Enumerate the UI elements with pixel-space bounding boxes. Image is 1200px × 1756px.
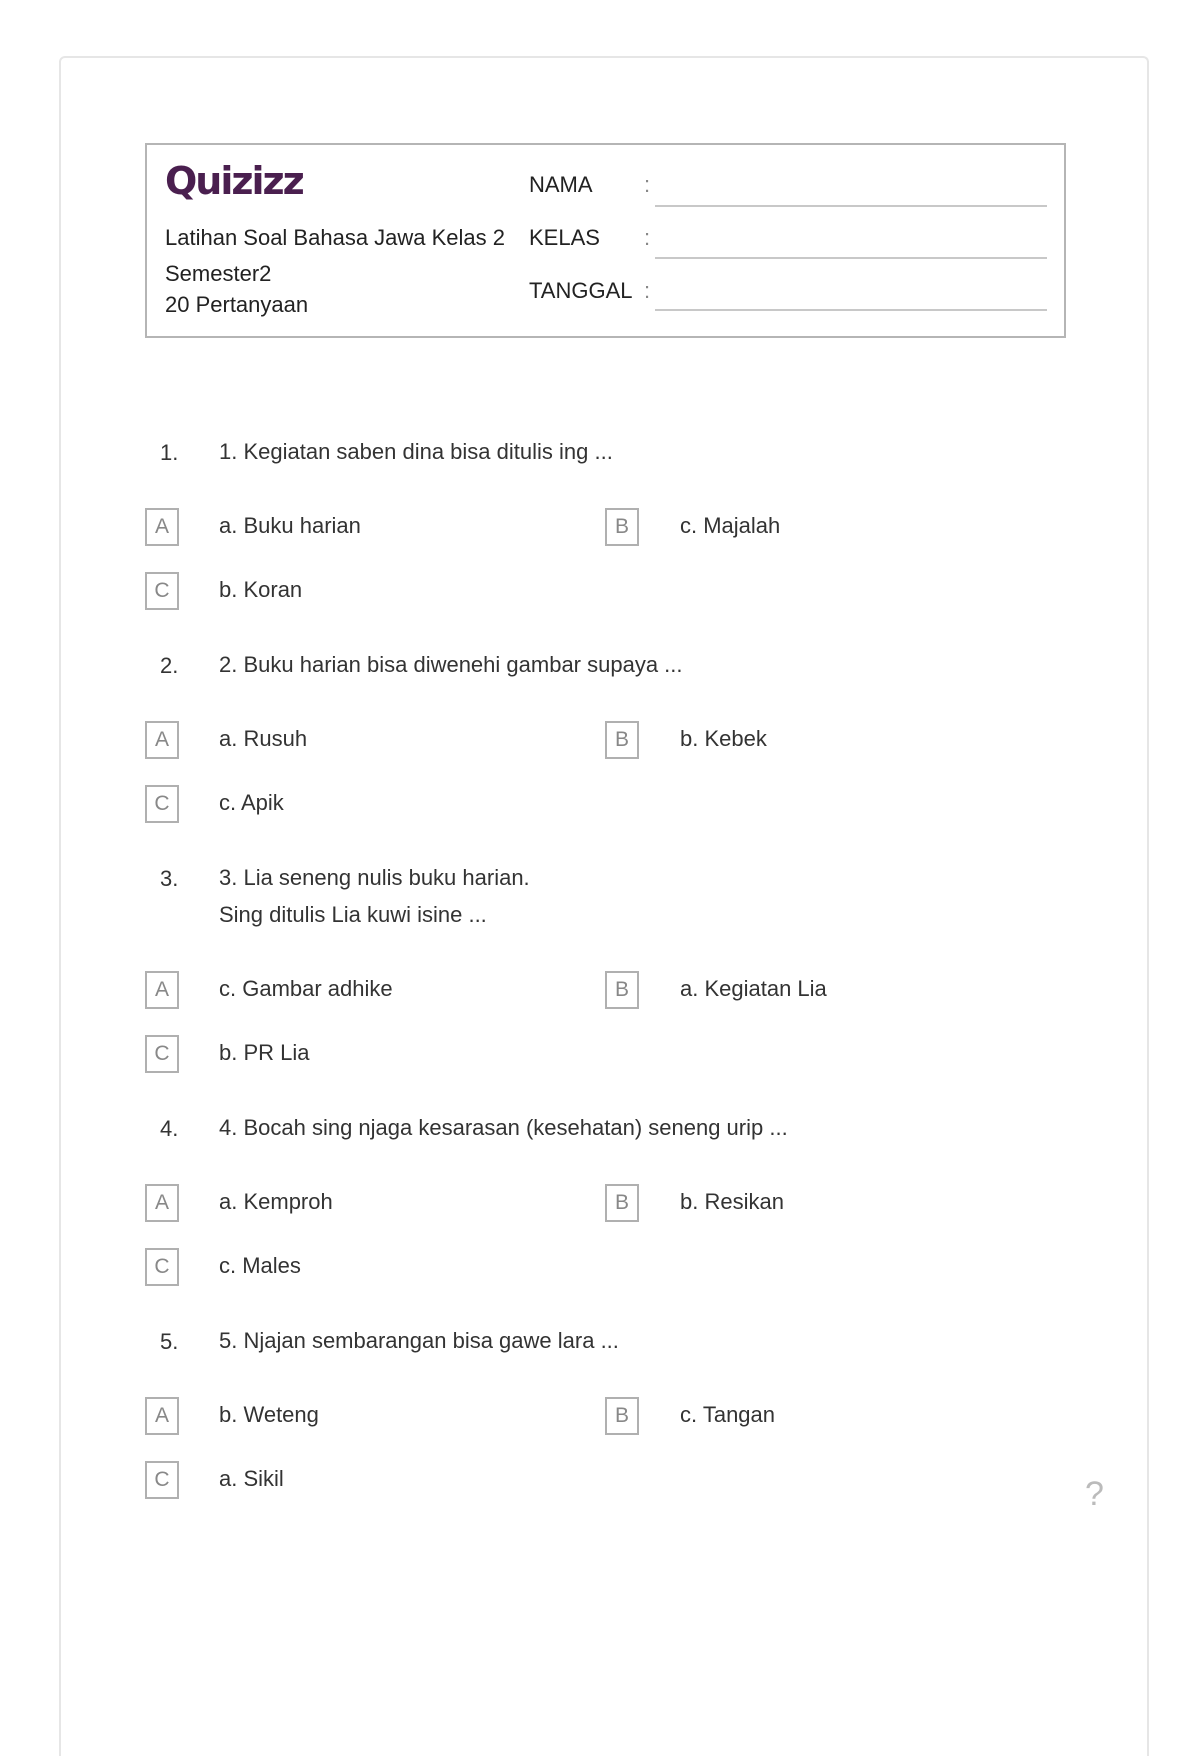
question-text: 5. Njajan sembarangan bisa gawe lara ... <box>219 1328 619 1353</box>
question-text: 3. Lia seneng nulis buku harian. <box>219 865 530 890</box>
option-c-text: b. PR Lia <box>219 1040 310 1065</box>
option-b-box[interactable]: B <box>605 508 639 546</box>
question-number: 1. <box>160 440 179 465</box>
question-number: 3. <box>160 866 179 891</box>
option-a-text: b. Weteng <box>219 1402 319 1427</box>
class-field[interactable] <box>655 257 1047 259</box>
option-a-box[interactable]: A <box>145 721 179 759</box>
option-a-text: a. Buku harian <box>219 513 361 538</box>
option-c-text: b. Koran <box>219 577 303 602</box>
option-a-text: a. Kemproh <box>219 1189 333 1214</box>
option-c-box[interactable]: C <box>145 572 179 610</box>
option-b-text: c. Tangan <box>680 1402 776 1427</box>
option-a-box[interactable]: A <box>145 508 179 546</box>
option-b-text: c. Majalah <box>680 513 781 538</box>
quiz-title: Latihan Soal Bahasa Jawa Kelas 2 <box>165 225 506 250</box>
option-c-text: a. Sikil <box>219 1466 284 1491</box>
question-count: 20 Pertanyaan <box>165 292 309 317</box>
option-b-text: b. Kebek <box>680 726 767 751</box>
option-b-box[interactable]: B <box>605 1397 639 1435</box>
option-b-text: a. Kegiatan Lia <box>680 976 827 1001</box>
name-field[interactable] <box>655 205 1047 207</box>
question-text: 2. Buku harian bisa diwenehi gambar supaya ... <box>219 652 683 677</box>
option-b-text: b. Resikan <box>680 1189 784 1214</box>
question-number: 4. <box>160 1116 179 1141</box>
option-c-box[interactable]: C <box>145 1248 179 1286</box>
option-c-box[interactable]: C <box>145 1461 179 1499</box>
name-label: NAMA <box>529 172 593 197</box>
class-label: KELAS <box>529 225 600 250</box>
question-mark-icon[interactable]: ? <box>1085 1475 1104 1513</box>
quizizz-logo: Quizizz <box>165 159 303 203</box>
date-field[interactable] <box>655 309 1047 311</box>
option-a-text: a. Rusuh <box>219 726 308 751</box>
option-c-box[interactable]: C <box>145 785 179 823</box>
class-colon: : <box>644 225 651 250</box>
name-colon: : <box>644 172 651 197</box>
question-number: 5. <box>160 1329 179 1354</box>
option-b-box[interactable]: B <box>605 971 639 1009</box>
option-a-box[interactable]: A <box>145 971 179 1009</box>
date-label: TANGGAL <box>529 278 633 303</box>
option-c-box[interactable]: C <box>145 1035 179 1073</box>
option-c-text: c. Apik <box>219 790 284 815</box>
option-b-box[interactable]: B <box>605 1184 639 1222</box>
question-number: 2. <box>160 653 179 678</box>
worksheet-header <box>145 143 1066 338</box>
option-a-box[interactable]: A <box>145 1184 179 1222</box>
option-b-box[interactable]: B <box>605 721 639 759</box>
question-text-line2: Sing ditulis Lia kuwi isine ... <box>219 902 487 927</box>
date-colon: : <box>644 278 651 303</box>
option-a-text: c. Gambar adhike <box>219 976 393 1001</box>
quiz-semester: Semester2 <box>165 261 272 286</box>
option-a-box[interactable]: A <box>145 1397 179 1435</box>
question-text: 4. Bocah sing njaga kesarasan (kesehatan) seneng urip ... <box>219 1115 788 1140</box>
question-text: 1. Kegiatan saben dina bisa ditulis ing ... <box>219 439 613 464</box>
option-c-text: c. Males <box>219 1253 301 1278</box>
